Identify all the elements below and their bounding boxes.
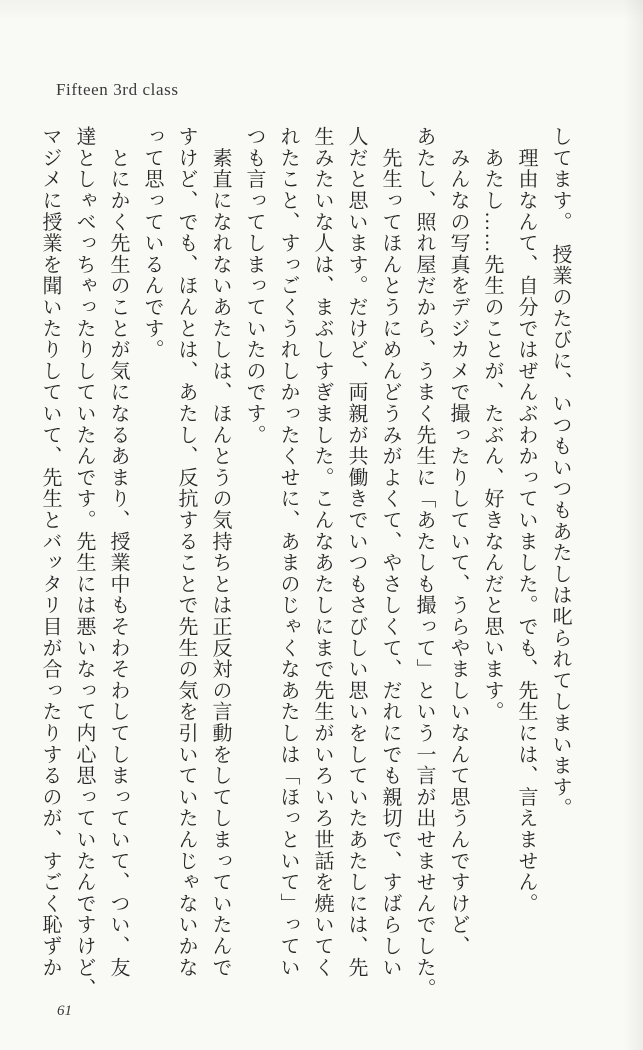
body-text	[33, 126, 577, 1000]
text-column: れたこと、すっごくうれしかったくせに、あまのじゃくなあたしは「ほっといて」ってい	[277, 126, 299, 978]
text-column: 生みたいな人は、まぶしすぎました。こんなあたしにまで先生がいろいろ世話を焼いてく	[311, 126, 333, 978]
text-column: あたし、照れ屋だから、うまく先生に「あたしも撮って」という一言が出せませんでした。	[413, 126, 435, 1000]
text-column: 達としゃべっちゃったりしていたんです。先生には悪いなって内心思っていたんですけど、	[73, 126, 95, 1000]
text-column: 素直になれないあたしは、ほんとうの気持ちとは正反対の言動をしてしまっていたんで	[209, 126, 231, 978]
text-column: みんなの写真をデジカメで撮ったりしていて、うらやましいなんて思うんですけど、	[447, 126, 469, 957]
text-column: してます。 授業のたびに、いつもいつもあたしは叱られてしまいます。	[549, 126, 571, 819]
page-number: 61	[57, 1003, 72, 1019]
text-column: 先生ってほんとうにめんどうみがよくて、やさしくて、だれにでも親切で、すばらしい	[379, 126, 401, 978]
text-column: って思っているんです。	[141, 126, 163, 361]
text-column: すけど、でも、ほんとは、あたし、反抗することで先生の気を引いていたんじゃないかな	[175, 126, 197, 978]
text-column: 理由なんて、自分ではぜんぶわかっていました。でも、先生には、言えません。	[515, 126, 537, 915]
text-column: とにかく先生のことが気になるあまり、授業中もそわそわしてしまっていて、つい、友	[107, 126, 129, 978]
running-header: Fifteen 3rd class	[56, 80, 179, 99]
text-column: あたし……先生のことが、たぶん、好きなんだと思います。	[481, 126, 503, 723]
text-column: 人だと思います。だけど、両親が共働きでいつもさびしい思いをしていたあたしには、先	[345, 126, 367, 978]
text-column: つも言ってしまっていたのです。	[243, 126, 265, 446]
text-column: マジメに授業を聞いたりしていて、先生とバッタリ目が合ったりするのが、すごく恥ずか	[39, 126, 61, 978]
